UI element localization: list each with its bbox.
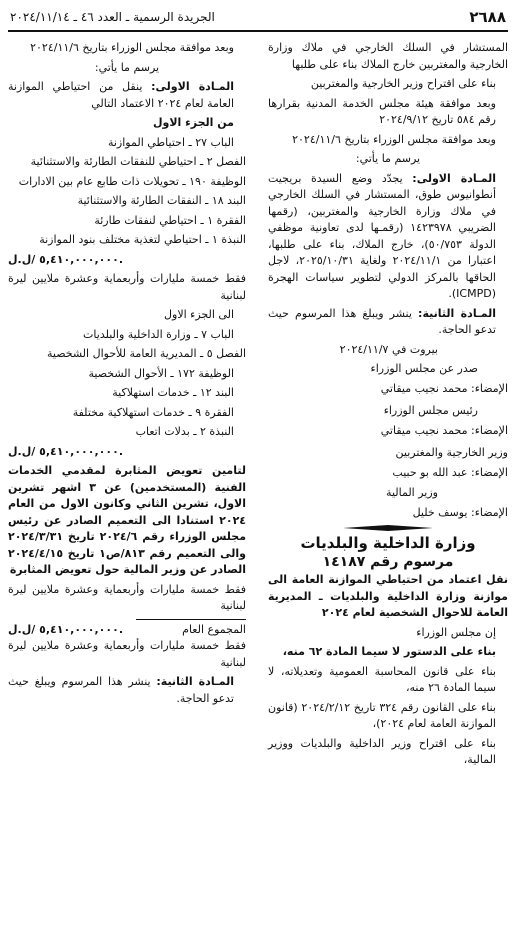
issue-date: بيروت في ٢٠٢٤/١١/٧	[339, 342, 438, 356]
signature-name: الإمضاء: محمد نجيب ميقاتي	[380, 381, 508, 395]
article-text: ينشر ويبلغ هذا المرسوم حيث تدعو الحاجة.	[268, 306, 496, 336]
signature-name: الإمضاء: يوسف خليل	[412, 505, 508, 519]
purpose-text: لتامين تعويض المثابرة لمقدمي الخدمات الفنية (المستخدمين) عن ٣ اشهر تشرين الاول، تشرين الثاني وكانون الاول من العام ٢٠٢٤ استنادا الى التعميم الصادر عن رئيس مجلس الوزراء رقم ٢٠٢٤/٦ تاريخ ٢٠٢٤/٣/٣١ والى التعميم رقم ٨١٣/ص١ تاريخ ٢٠٢٤/٤/١٥ الصادر عن وزير المالية حول تعويض المثابرة	[8, 464, 247, 576]
grand-total-row	[8, 622, 246, 639]
signature-title: رئيس مجلس الوزراء	[383, 404, 478, 417]
budget-line: الباب ٢٧ ـ احتياطي الموازنة	[107, 135, 234, 149]
paragraph: إن مجلس الوزراء	[416, 625, 496, 639]
article-1	[268, 171, 508, 303]
signature-name: الإمضاء: عبد الله بو حبيب	[392, 465, 508, 479]
budget-line: النبذة ١ ـ احتياطي لتغذية مختلف بنود الموازنة	[39, 233, 246, 246]
section-divider	[268, 525, 508, 531]
page-number: ٢٦٨٨	[469, 8, 506, 26]
budget-line: البند ١٢ ـ خدمات استهلاكية	[112, 386, 234, 399]
paragraph: بناء على قانون المحاسبة العمومية وتعديلاته، لا سيما المادة ٢٦ منه،	[268, 664, 496, 694]
amount-in-words: فقط خمسة مليارات وأربعماية وعشرة ملايين ليرة لبنانية	[8, 582, 246, 612]
budget-line: النبذة ٢ ـ بدلات اتعاب	[135, 425, 234, 438]
decree-title: نقل اعتماد من احتياطي الموازنة العامة الى موازنة وزارة الداخلية والبلديات ـ المديرية العامة للاحوال الشخصية لعام ٢٠٢٤	[268, 573, 508, 619]
article-label: المـادة الاولى:	[151, 80, 234, 93]
decree-number: مرسوم رقم ١٤١٨٧	[322, 553, 454, 570]
budget-line: الوظيفة ١٧٢ ـ الأحوال الشخصية	[88, 366, 234, 380]
article-label: المـادة الثانية:	[418, 306, 496, 320]
budget-line: الوظيفة ١٩٠ ـ تحويلات ذات طابع عام بين الادارات	[18, 174, 246, 188]
amount-in-words: فقط خمسة مليارات وأربعماية وعشرة ملايين ليرة لبنانية	[8, 272, 246, 302]
paragraph: بناء على القانون رقم ٣٢٤ تاريخ ٢٠٢٤/٢/١٢ (قانون الموازنة العامة لعام ٢٠٢٤)،	[268, 700, 496, 730]
total-rule	[136, 619, 246, 620]
budget-line: الباب ٧ ـ وزارة الداخلية والبلديات	[83, 327, 234, 341]
gazette-title: الجريدة الرسمية ـ العدد ٤٦ ـ ٢٠٢٤/١١/١٤	[10, 10, 215, 24]
article-text: ينشر هذا المرسوم ويبلغ حيث تدعو الحاجة.	[8, 675, 234, 705]
amount-in-words: فقط خمسة مليارات وأربعماية وعشرة ملايين ليرة لبنانية	[8, 639, 246, 669]
budget-line: الفقرة ٩ ـ خدمات استهلاكية مختلفة	[72, 405, 234, 419]
article-2	[8, 674, 246, 707]
total-amount: ٥,٤١٠,٠٠٠,٠٠٠ /ل.ل.	[8, 622, 123, 636]
decree-formula: يرسم ما يأتي:	[94, 60, 160, 74]
article-text: ينقل من احتياطي الموازنة العامة لعام ٢٠٢٤ الاعتماد التالي	[8, 80, 234, 110]
budget-part-heading: الى الجزء الاول	[164, 308, 234, 321]
right-column	[268, 40, 508, 772]
paragraph: وبعد موافقة مجلس الوزراء بتاريخ ٢٠٢٤/١١/٦	[292, 132, 496, 146]
article-1	[8, 79, 246, 112]
budget-line: الفصل ٢ ـ احتياطي للنفقات الطارئة والاستثنائية	[30, 155, 246, 168]
decree-formula: يرسم ما يأتي:	[355, 152, 421, 165]
signature-name: الإمضاء: محمد نجيب ميقاتي	[380, 423, 508, 437]
ministry-heading: وزارة الداخلية والبلديات	[300, 534, 476, 552]
budget-line: الفقرة ١ ـ احتياطي لنفقات طارئة	[94, 213, 246, 227]
budget-part-heading: من الجزء الاول	[152, 116, 234, 129]
paragraph: وبعد موافقة مجلس الوزراء بتاريخ ٢٠٢٤/١١/٦	[30, 41, 234, 54]
article-label: المـادة الثانية:	[156, 675, 234, 688]
amount: ٥,٤١٠,٠٠٠,٠٠٠ /ل.ل.	[8, 252, 123, 266]
signature-title: وزير المالية	[386, 486, 438, 499]
paragraph: المستشار في السلك الخارجي في ملاك وزارة الخارجية والمغتربين خارج الملاك بناء على طلبها	[268, 41, 508, 71]
signature-title: صدر عن مجلس الوزراء	[370, 362, 478, 375]
article-label: المـادة الاولى:	[412, 171, 497, 185]
left-column	[8, 40, 246, 710]
paragraph: بناء على اقتراح وزير الخارجية والمغتربين	[310, 77, 496, 90]
paragraph: بناء على اقتراح وزير الداخلية والبلديات ووزير المالية،	[268, 736, 496, 766]
budget-line: البند ١٨ ـ النفقات الطارئة والاستثنائية	[77, 194, 246, 207]
signature-title: وزير الخارجية والمغتربين	[395, 446, 508, 459]
article-2	[268, 306, 508, 339]
article-text: يجدّد وضع السيدة بريجيت أنطوانيوس طوق، المستشار في السلك الخارجي في ملاك وزارة الخارجية والمغتربين، (رقمها الضريبي ١٤٢٣٩٧٨ (رقمـها لدى تعاونية موظفي الدولة ٥٠/٧٥٣)، خارج الملاك، بناء على طلبها، اعتبارا من ٢٠٢٤/١١/١ ولغاية ٢٠٢٥/١٠/٣١، لاجل الحاقها بالمركز الدولي لتطوير سياسات الهجرة (ICMPD).	[268, 171, 496, 300]
budget-line: الفصل ٥ ـ المديرية العامة للأحوال الشخصية	[47, 347, 246, 360]
paragraph: وبعد موافقة هيئة مجلس الخدمة المدنية بقرارها رقم ٥٨٤ تاريخ ٢٠٢٤/٩/١٢	[268, 96, 496, 126]
page-header	[8, 8, 508, 32]
total-label: المجموع العام	[182, 622, 246, 636]
paragraph: بناء على الدستور لا سيما المادة ٦٢ منه،	[282, 645, 496, 658]
amount: ٥,٤١٠,٠٠٠,٠٠٠ /ل.ل.	[8, 444, 123, 458]
